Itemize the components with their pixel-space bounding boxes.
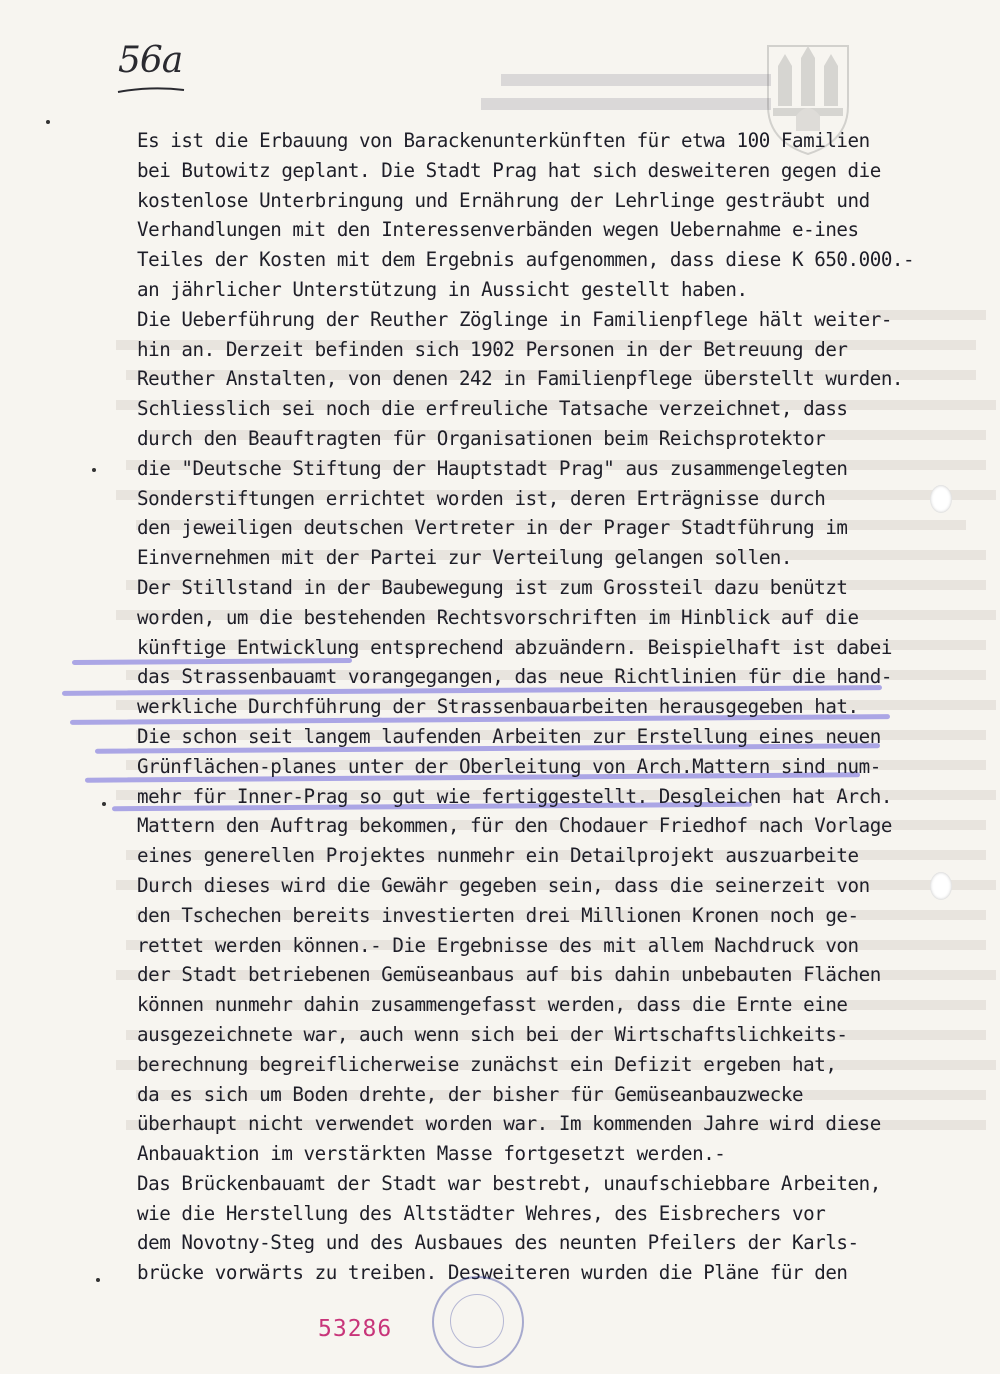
text-line: Das Brückenbauamt der Stadt war bestrebt, unaufschiebbare Arbeiten, xyxy=(137,1171,881,1195)
text-line: berechnung begreiflicherweise zunächst ein Defizit ergeben hat, xyxy=(137,1052,837,1076)
text-line: kostenlose Unterbringung und Ernährung der Lehrlinge gesträubt und xyxy=(137,188,870,212)
text-line: wie die Herstellung des Altstädter Wehres, des Eisbrechers vor xyxy=(137,1201,826,1225)
archive-stamp xyxy=(432,1276,524,1368)
punch-hole xyxy=(930,872,952,900)
text-line: Der Stillstand in der Baubewegung ist zum Grossteil dazu benützt xyxy=(137,575,848,599)
text-line: dem Novotny-Steg und des Ausbaues des neunten Pfeilers der Karls- xyxy=(137,1231,859,1255)
margin-mark xyxy=(96,1278,100,1282)
text-line: an jährlicher Unterstützung in Aussicht gestellt haben. xyxy=(137,277,748,301)
margin-mark xyxy=(92,468,96,472)
text-line: Die Ueberführung der Reuther Zöglinge in Familienpflege hält weiter- xyxy=(137,307,892,331)
text-line: die "Deutsche Stiftung der Hauptstadt Prag" aus zusammengelegten xyxy=(137,456,848,480)
text-line: Es ist die Erbauung von Barackenunterkünften für etwa 100 Familien xyxy=(137,129,870,152)
text-line: Die schon seit langem laufenden Arbeiten zur Erstellung eines neuen xyxy=(137,724,881,748)
text-line: da es sich um Boden drehte, der bisher für Gemüseanbauzwecke xyxy=(137,1082,804,1106)
text-line: mehr für Inner-Prag so gut wie fertiggestellt. Desgleichen hat Arch. xyxy=(137,784,892,808)
text-line: Anbauaktion im verstärkten Masse fortgesetzt werden.- xyxy=(137,1142,726,1166)
text-line: brücke vorwärts zu treiben. Desweiteren wurden die Pläne für den xyxy=(137,1261,848,1285)
text-line: Einvernehmen mit der Partei zur Verteilung gelangen sollen. xyxy=(137,546,793,570)
text-line: Durch dieses wird die Gewähr gegeben sein, dass die seinerzeit von xyxy=(137,873,870,897)
text-line: Teiles der Kosten mit dem Ergebnis aufgenommen, dass diese K 650.000.- xyxy=(137,248,915,272)
text-line: Sonderstiftungen errichtet worden ist, deren Erträgnisse durch xyxy=(137,486,826,510)
stamp-number: 53286 xyxy=(318,1316,393,1342)
text-line: durch den Beauftragten für Organisationen beim Reichsprotektor xyxy=(137,426,826,450)
text-line: rettet werden können.- Die Ergebnisse des mit allem Nachdruck von xyxy=(137,933,859,957)
text-line: werkliche Durchführung der Strassenbauarbeiten herausgegeben hat. xyxy=(137,695,859,719)
text-line: überhaupt nicht verwendet worden war. Im kommenden Jahre wird diese xyxy=(137,1112,881,1136)
handwritten-underline xyxy=(116,84,186,96)
text-line: Reuther Anstalten, von denen 242 in Familienpflege überstellt wurden. xyxy=(137,367,904,391)
archive-stamp-inner-ring xyxy=(450,1294,504,1348)
text-line: Grünflächen-planes unter der Oberleitung von Arch.Mattern sind num- xyxy=(137,754,881,778)
margin-mark xyxy=(102,802,106,806)
text-line: hin an. Derzeit befinden sich 1902 Personen in der Betreuung der xyxy=(137,337,848,361)
text-line: den Tschechen bereits investierten drei Millionen Kronen noch ge- xyxy=(137,903,859,927)
text-line: Mattern den Auftrag bekommen, für den Chodauer Friedhof nach Vorlage xyxy=(137,814,892,838)
handwritten-page-number: 56a xyxy=(118,40,183,81)
text-line: den jeweiligen deutschen Vertreter in der Prager Stadtführung im xyxy=(137,516,848,540)
typed-body-text xyxy=(137,126,987,1288)
text-line: künftige Entwicklung entsprechend abzuändern. Beispielhaft ist dabei xyxy=(137,635,892,659)
text-line: der Stadt betriebenen Gemüseanbaus auf bis dahin unbebauten Flächen xyxy=(137,963,881,987)
text-line: bei Butowitz geplant. Die Stadt Prag hat sich desweiteren gegen die xyxy=(137,158,881,182)
text-line: Schliesslich sei noch die erfreuliche Tatsache verzeichnet, dass xyxy=(137,397,848,421)
text-line: können nunmehr dahin zusammengefasst werden, dass die Ernte eine xyxy=(137,993,848,1017)
text-line: das Strassenbauamt vorangegangen, das neue Richtlinien für die hand- xyxy=(137,665,892,689)
header-ghost-lines xyxy=(481,66,781,116)
text-line: ausgezeichnete war, auch wenn sich bei der Wirtschaftslichkeits- xyxy=(137,1022,848,1046)
punch-hole xyxy=(930,485,952,513)
text-line: worden, um die bestehenden Rechtsvorschriften im Hinblick auf die xyxy=(137,605,859,629)
text-line: Verhandlungen mit den Interessenverbänden wegen Uebernahme e-ines xyxy=(137,218,859,242)
text-line: eines generellen Projektes nunmehr ein Detailprojekt auszuarbeite xyxy=(137,844,859,868)
margin-mark xyxy=(46,120,50,124)
